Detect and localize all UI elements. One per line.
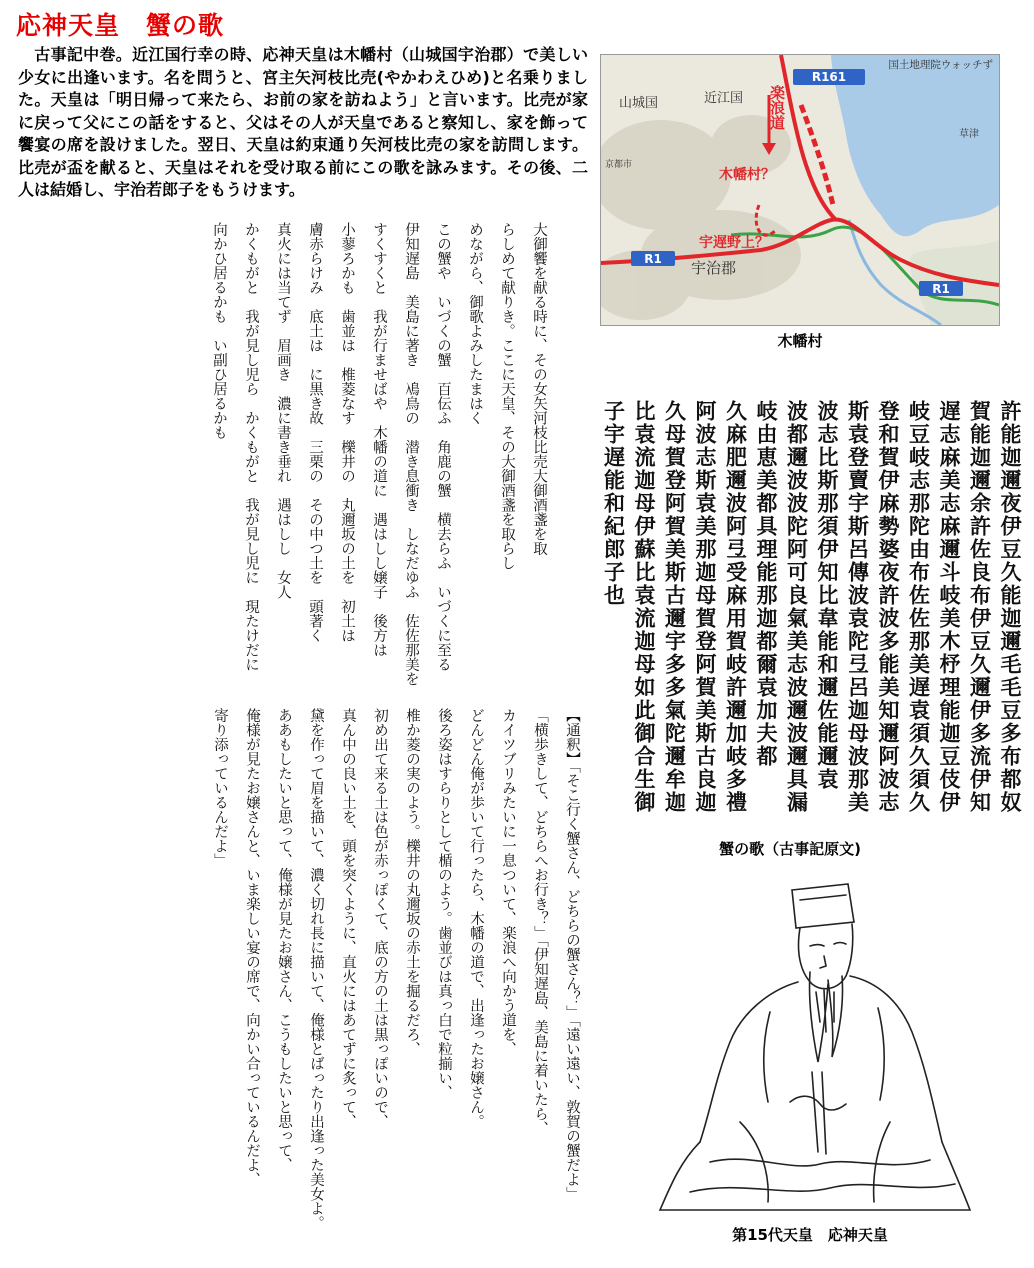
poem-line: 大御饗を献る時に、その女矢河枝比売大御酒盞を取 bbox=[531, 222, 547, 556]
map-route-r1-left: R1 bbox=[644, 252, 662, 266]
kojiki-line: 久母賀登阿賀美斯古邇宇多多氣陀邇牟迦 bbox=[662, 400, 687, 814]
kojiki-line: 登和賀伊麻勢婆夜許波多能美知邇阿波志 bbox=[876, 400, 900, 814]
map-route-r161: R161 bbox=[811, 70, 847, 84]
intro-paragraph: 古事記中巻。近江国行幸の時、応神天皇は木幡村（山城国宇治郡）で美しい少女に出逢います。名を問うと、宮主矢河枝比売(やかわえひめ)と名乗りました。天皇は「明日帰って来たら、お前の家を訪ねよう」と言います。比売が家に戻って父にこの話をすると、父はその人が天皇であると察知し、家を飾って饗宴の席を設けました。翌日、天皇は約束通り矢河枝比売の家を訪問します。比売が盃を献ると、天皇はそれを受け取る前にこの歌を詠みます。その後、二人は結婚し、宇治若郎子をもうけます。 bbox=[18, 45, 588, 199]
translation-line: カイツブリみたいに一息ついて、楽浪へ向かう道を、 bbox=[500, 708, 516, 1056]
translation-line: どんどん俺が歩いて行ったら、木幡の道で、出逢ったお嬢さん。 bbox=[468, 708, 484, 1129]
translation-line: 椎か菱の実のよう。櫟井の丸邇坂の赤土を掘るだろ、 bbox=[404, 708, 420, 1056]
poem-line: 伊知遅島 美島に著き 鳰鳥の 潜き息衝き しなだゆふ 佐佐那美を bbox=[403, 222, 419, 686]
map-label-omi: 近江国 bbox=[704, 91, 744, 106]
poem-line: めながら、御歌よみしたまはく bbox=[467, 222, 483, 425]
kojiki-line: 岐由恵美都具理能那迦都爾袁加夫都 bbox=[754, 400, 778, 768]
translation-line: 「横歩きして、どちらへお行き？」「伊知遅島、美島に着いたら、 bbox=[532, 708, 548, 1136]
translation-line: 【通釈】「そこ行く蟹さん、どちらの蟹さん？」「遠い遠い、敦賀の蟹だよ」 bbox=[564, 708, 580, 1201]
poem-line: 真火には当てず 眉画き 濃に書き垂れ 遇はしし 女人 bbox=[275, 222, 291, 599]
map-graphic bbox=[601, 55, 999, 325]
translation-line: 寄り添っているんだよ」 bbox=[212, 708, 228, 868]
kojiki-line: 波都邇波波陀阿可良氣美志波邇波邇具漏 bbox=[784, 400, 809, 814]
kojiki-line: 遅志麻美志麻邇斗岐美木杼理能迦豆伎伊 bbox=[937, 400, 961, 814]
poem-line: かくもがと 我が見し児ら かくもがと 我が見し児に 現たけだに bbox=[243, 222, 259, 672]
translation-line: 俺様が見たお嬢さんと、いま楽しい宴の席で、向かい合っているんだよ、 bbox=[244, 708, 260, 1187]
translation-block bbox=[28, 708, 588, 1248]
translation-line: 黛を作って眉を描いて、濃く切れ長に描いて、俺様とばったり出逢った美女よ。 bbox=[308, 708, 324, 1230]
kojiki-original-block bbox=[595, 400, 1025, 835]
translation-line: ああもしたいと思って、俺様が見たお嬢さん、こうもしたいと思って、 bbox=[276, 708, 292, 1172]
translation-line: 真ん中の良い土を、頭を突くように、直火にはあてずに炙って、 bbox=[340, 708, 356, 1129]
emperor-portrait bbox=[650, 872, 980, 1217]
kojiki-line: 波志比斯那須伊知比韋能和邇佐能邇袁 bbox=[815, 400, 839, 791]
poem-line: 膚赤らけみ 底土は に黒き故 三栗の その中つ土を 頭著く bbox=[307, 222, 323, 643]
kojiki-line: 阿波志斯袁美那迦母賀登阿賀美斯古良迦 bbox=[693, 400, 717, 814]
kojiki-line: 賀能迦邇余許佐良布伊豆久邇伊多流伊知 bbox=[967, 400, 992, 814]
map-label-uji: 宇治郡 bbox=[691, 259, 737, 277]
kojiki-caption: 蟹の歌（古事記原文) bbox=[719, 840, 861, 858]
map-label-sakanami: 楽浪道 bbox=[768, 85, 786, 130]
map-label-uji-nogami: 宇遅野上？ bbox=[699, 235, 769, 251]
poem-line: この蟹や いづくの蟹 百伝ふ 角鹿の蟹 横去らふ いづくに至る bbox=[435, 222, 451, 672]
kojiki-line: 比袁流迦母伊蘇比袁流迦母如此御合生御 bbox=[632, 400, 656, 814]
kohata-map bbox=[600, 54, 1000, 326]
poem-block bbox=[40, 222, 555, 686]
poem-line: すくすくと 我が行ませばや 木幡の道に 遇はしし嬢子 後方は bbox=[371, 222, 387, 657]
portrait-caption: 第15代天皇 応神天皇 bbox=[732, 1226, 888, 1244]
map-label-kohata: 木幡村？ bbox=[719, 167, 775, 183]
map-label-yamashiro: 山城国 bbox=[619, 96, 659, 111]
poem-line: 小蓼ろかも 歯並は 椎菱なす 櫟井の 丸邇坂の土を 初土は bbox=[339, 222, 355, 643]
page-title: 応神天皇 蟹の歌 bbox=[16, 11, 225, 40]
translation-line: 後ろ姿はすらりとして楯のよう。歯並びは真っ白で粒揃い、 bbox=[436, 708, 452, 1100]
map-route-r1-right: R1 bbox=[932, 282, 950, 296]
map-label-kusatsu: 草津 bbox=[959, 129, 979, 140]
kojiki-line: 許能迦邇夜伊豆久能迦邇毛毛豆多布都奴 bbox=[998, 400, 1022, 814]
kojiki-line: 子宇遅能和紀郎子也 bbox=[601, 400, 626, 607]
portrait-drawing bbox=[650, 872, 980, 1217]
map-caption: 木幡村 bbox=[777, 332, 823, 350]
map-label-kyoto: 京都市 bbox=[605, 160, 633, 170]
map-credit: 国土地理院ウォッチず bbox=[888, 59, 993, 71]
kojiki-line: 斯袁登賣宇斯呂傳波袁陀弖呂迦母波那美 bbox=[845, 400, 870, 814]
poem-line: らしめて献りき。ここに天皇、その大御酒盞を取らし bbox=[499, 222, 515, 570]
poem-line: 向かひ居るかも い副ひ居るかも bbox=[211, 222, 227, 440]
kojiki-line: 岐豆岐志那陀由布佐佐那美遅袁須久須久 bbox=[906, 400, 931, 814]
kojiki-line: 久麻肥邇波阿弖受麻用賀岐許邇加岐多禮 bbox=[723, 400, 748, 814]
translation-line: 初め出て来る土は色が赤っぽくて、底の方の土は黒っぽいので、 bbox=[372, 708, 388, 1129]
